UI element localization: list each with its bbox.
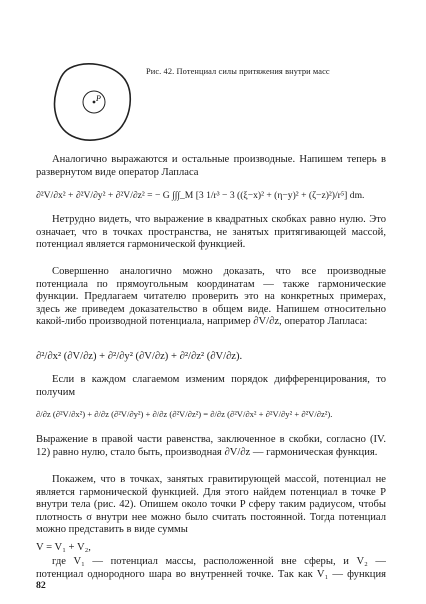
figure-42-mass-diagram bbox=[52, 60, 134, 144]
paragraph-2: Нетрудно видеть, что выражение в квадратных скобках равно нулю. Это означает, что в точках пространства, не занятых притягивающей массой, потенциал является гармонической функцией. bbox=[36, 214, 386, 251]
paragraph-1: Аналогично выражаются и остальные производные. Напишем теперь в развернутом виде оператор Лапласа bbox=[36, 154, 386, 178]
point-p-dot bbox=[93, 101, 96, 104]
figure-caption: Рис. 42. Потенциал силы притяжения внутри масс bbox=[146, 67, 330, 76]
page-number: 82 bbox=[36, 580, 46, 591]
mass-body-outline bbox=[55, 64, 131, 140]
equation-laplace-derivative: ∂²/∂x² (∂V/∂z) + ∂²/∂y² (∂V/∂z) + ∂²/∂z² (∂V/∂z). bbox=[36, 351, 243, 362]
paragraph-3: Совершенно аналогично можно доказать, что все производные потенциала по прямоугольным координатам — также гармонические функции. Предлагаем читателю проверить это на конкретных примерах, здесь же приведем доказательство в общем виде. Напишем относительно какой-либо производной потенциала, например ∂V/∂z, оператор Лапласа: bbox=[36, 266, 386, 328]
point-p-label: P bbox=[96, 94, 101, 103]
equation-laplace-expanded: ∂²V/∂x² + ∂²V/∂y² + ∂²V/∂z² = − G ∫∫∫_M [3 1/r³ − 3 ((ξ−x)² + (η−y)² + (ζ−z)²)/r⁵] dm. bbox=[36, 190, 365, 201]
paragraph-6: Покажем, что в точках, занятых гравитирующей массой, потенциал не является гармонической функцией. Для этого найдем потенциал в точке P внутри тела (рис. 42). Опишем около точки P сферу таким радиусом, чтобы плотность σ внутри нее можно было считать постоянной. Тогда потенциал можно представить в виде суммы bbox=[36, 474, 386, 536]
equation-potential-sum: V = V₁ + V₂, bbox=[36, 542, 91, 553]
paragraph-4: Если в каждом слагаемом изменим порядок дифференцирования, то получим bbox=[36, 374, 386, 398]
paragraph-5: Выражение в правой части равенства, заключенное в скобки, согласно (IV. 12) равно нулю, стало быть, производная ∂V/∂z — гармоническая функция. bbox=[36, 434, 386, 458]
paragraph-7: где V₁ — потенциал массы, расположенной вне сферы, и V₂ — потенциал однородного шара во внутренней точке. Так как V₁ — функция bbox=[36, 556, 386, 580]
equation-swap-order: ∂/∂z (∂²V/∂x²) + ∂/∂z (∂²V/∂y²) + ∂/∂z (∂²V/∂z²) = ∂/∂z (∂²V/∂x² + ∂²V/∂y² + ∂²V/∂z²). bbox=[36, 409, 333, 419]
